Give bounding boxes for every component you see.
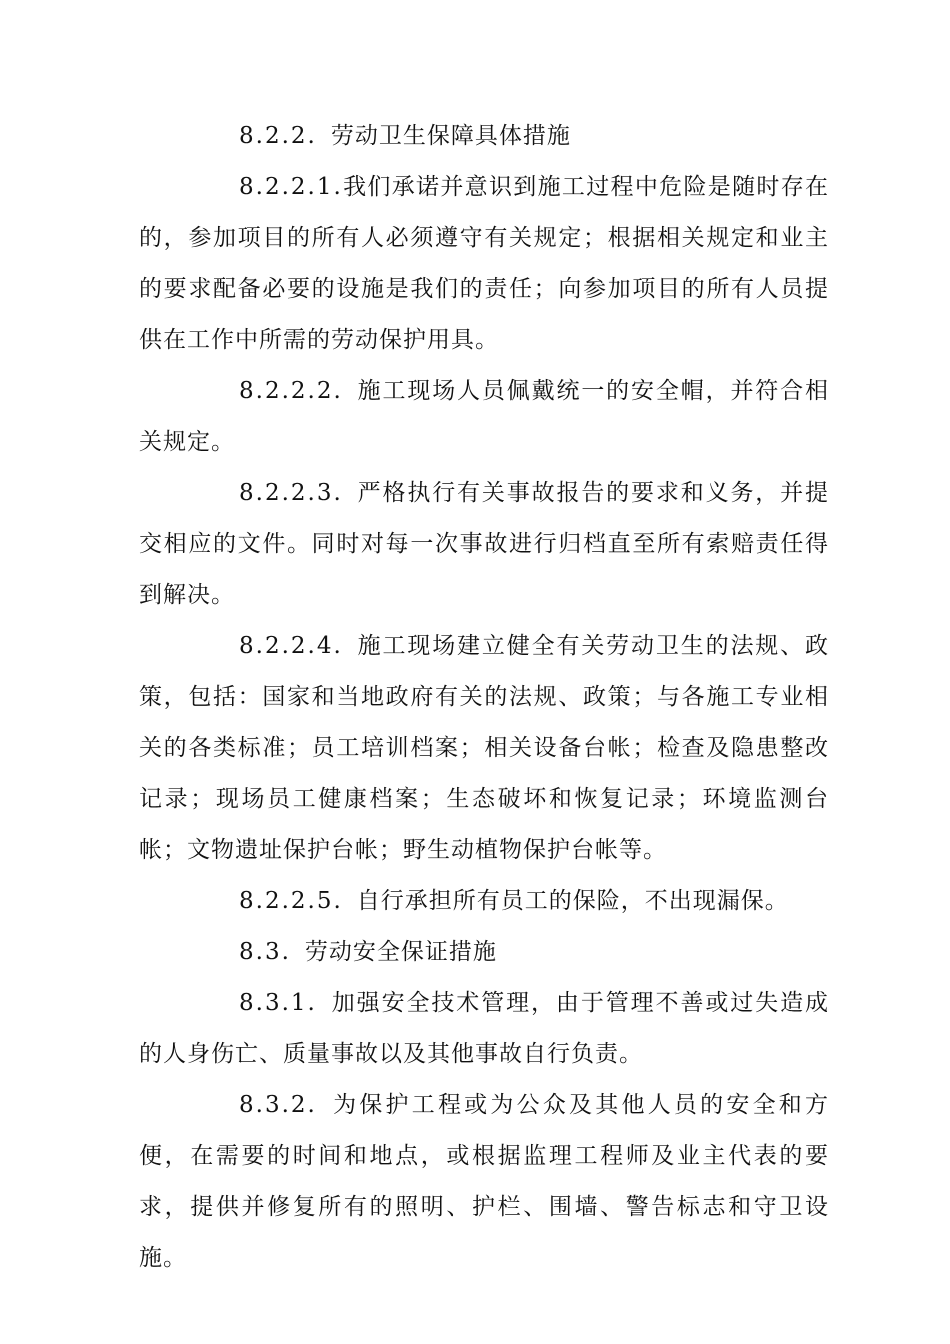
paragraph-text: 施工现场建立健全有关劳动卫生的法规、政策，包括：国家和当地政府有关的法规、政策；与各施工专业相关的各类标准；员工培训档案；相关设备台帐；检查及隐患整改记录；现场员工健康档案；生态破坏和恢复记录；环境监测台帐；文物遗址保护台帐；野生动植物保护台帐等。 (139, 633, 829, 863)
paragraph-8-3-2 (139, 1080, 829, 1284)
section-number: 8.3.2. (239, 1092, 317, 1118)
paragraph-text: 为保护工程或为公众及其他人员的安全和方便，在需要的时间和地点，或根据监理工程师及业主代表的要求，提供并修复所有的照明、护栏、围墙、警告标志和守卫设施。 (139, 1092, 829, 1271)
paragraph-8-2-2-4 (139, 621, 829, 876)
section-number: 8.2.2.4. (239, 633, 343, 659)
paragraph-text: 我们承诺并意识到施工过程中危险是随时存在的，参加项目的所有人必须遵守有关规定；根据相关规定和业主的要求配备必要的设施是我们的责任；向参加项目的所有人员提供在工作中所需的劳动保护用具。 (139, 174, 829, 353)
section-number: 8.2.2.3. (239, 480, 343, 506)
paragraph-text: 严格执行有关事故报告的要求和义务，并提交相应的文件。同时对每一次事故进行归档直至所有索赔责任得到解决。 (139, 480, 829, 608)
section-number: 8.3.1. (239, 990, 317, 1016)
paragraph-text: 劳动卫生保障具体措施 (330, 123, 571, 149)
paragraph-text: 加强安全技术管理，由于管理不善或过失造成的人身伤亡、质量事故以及其他事故自行负责。 (139, 990, 829, 1067)
paragraph-text: 施工现场人员佩戴统一的安全帽，并符合相关规定。 (139, 378, 829, 455)
paragraph-8-2-2-3 (139, 468, 829, 621)
paragraph-8-2-2-1 (139, 162, 829, 366)
paragraph-8-2-2-2 (139, 366, 829, 468)
section-number: 8.2.2. (239, 123, 317, 149)
section-number: 8.3. (239, 939, 291, 965)
paragraph-8-3-1 (139, 978, 829, 1080)
paragraph-8-3 (139, 927, 829, 978)
paragraph-8-2-2-5 (139, 876, 829, 927)
section-number: 8.2.2.5. (239, 888, 343, 914)
paragraph-text: 劳动安全保证措施 (304, 939, 497, 965)
section-number: 8.2.2.2. (239, 378, 343, 404)
paragraph-text: 自行承担所有员工的保险，不出现漏保。 (356, 888, 789, 914)
section-number: 8.2.2.1. (239, 174, 343, 200)
document-body (139, 111, 829, 1284)
paragraph-8-2-2 (139, 111, 829, 162)
